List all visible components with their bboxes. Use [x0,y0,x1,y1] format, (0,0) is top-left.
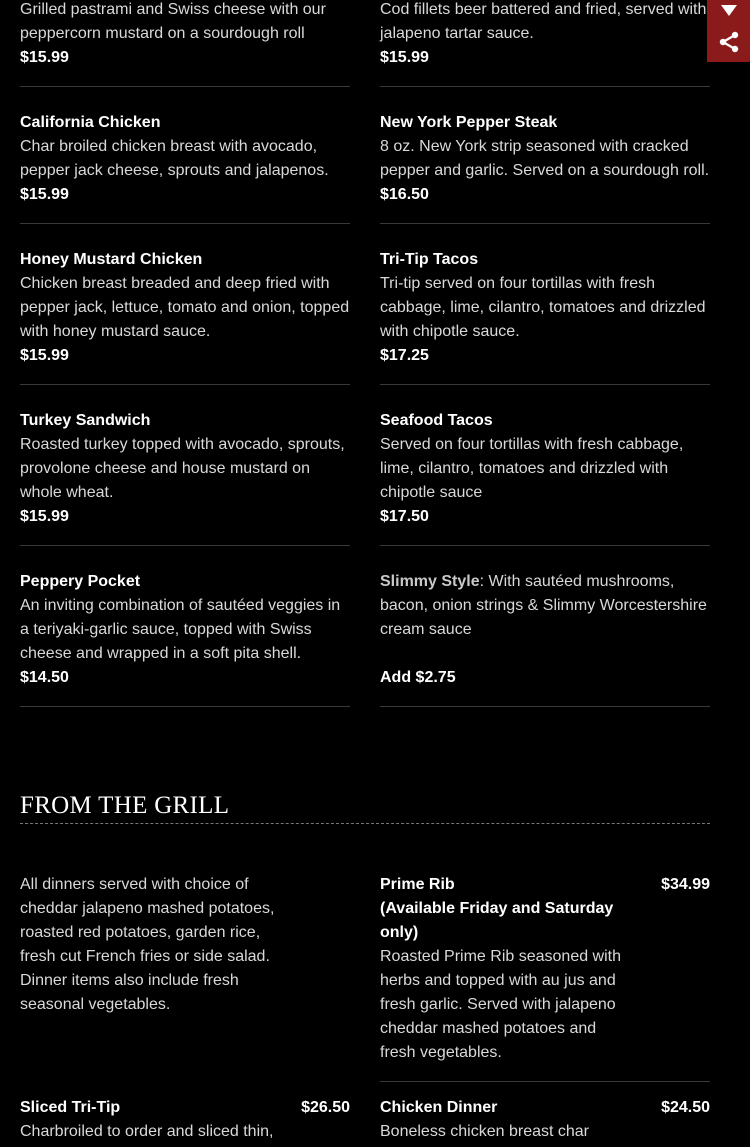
divider [380,706,710,707]
divider [20,545,350,546]
menu-item-turkey-sandwich [20,409,350,529]
item-name: Tri-Tip Tacos [380,251,479,268]
item-name: Prime Rib [380,876,455,893]
menu-item-tri-tip-tacos [380,248,710,368]
divider [20,223,350,224]
item-name: Seafood Tacos [380,412,493,429]
item-description: Roasted Prime Rib seasoned with herbs and topped with au jus and fresh garlic. Served with jalapeno cheddar mashed potatoes and fresh vegetables. [380,948,622,1061]
menu-item-california-chicken [20,111,350,207]
chevron-down-icon [720,5,738,17]
item-price: $17.25 [380,347,429,364]
item-price: $24.50 [661,1099,710,1116]
menu-item-prime-rib [380,873,710,1065]
item-description: Grilled pastrami and Swiss cheese with our peppercorn mustard on a sourdough roll [20,1,326,42]
divider [20,86,350,87]
item-price: Add $2.75 [380,669,456,686]
item-price: $14.50 [20,669,69,686]
menu-item-sliced-tri-tip [20,1096,350,1144]
item-price: $15.99 [20,186,69,203]
menu-item-chicken-dinner [380,1096,710,1144]
item-description: Boneless chicken breast char [380,1123,589,1140]
menu-item-fish [380,0,710,70]
item-name: Honey Mustard Chicken [20,251,203,268]
divider [380,384,710,385]
divider [20,706,350,707]
item-price: $26.50 [301,1099,350,1116]
grill-intro-text: All dinners served with choice of cheddar jalapeno mashed potatoes, roasted red potatoes, garden rice, fresh cut French fries or side salad. Dinner items also include fresh seasonal vegetables. [20,876,275,1013]
item-description: An inviting combination of sautéed veggies in a teriyaki-garlic sauce, topped with Swiss cheese and wrapped in a soft pita shell. [20,597,341,662]
item-description: Chicken breast breaded and deep fried with pepper jack, lettuce, tomato and onion, topped with honey mustard sauce. [20,275,350,340]
item-name: Chicken Dinner [380,1099,498,1116]
item-name: Slimmy Style [380,573,480,590]
item-name: California Chicken [20,114,161,131]
section-divider [20,823,710,824]
section-title-grill: FROM THE GRILL [20,792,230,819]
item-description: Charbroiled to order and sliced thin, [20,1123,274,1140]
grill-intro [20,873,285,1017]
divider [380,223,710,224]
item-name: Peppery Pocket [20,573,141,590]
menu-item-slimmy-style [380,570,710,690]
item-description: Roasted turkey topped with avocado, sprouts, provolone cheese and house mustard on whole wheat. [20,436,345,501]
item-description: 8 oz. New York strip seasoned with cracked pepper and garlic. Served on a sourdough roll. [380,138,710,179]
item-price: $15.99 [20,347,69,364]
divider [380,86,710,87]
item-price: $15.99 [20,508,69,525]
item-price: $16.50 [380,186,429,203]
item-description: Cod fillets beer battered and fried, served with jalapeno tartar sauce. [380,1,707,42]
share-icon [717,30,741,54]
item-name: New York Pepper Steak [380,114,558,131]
item-description: Char broiled chicken breast with avocado, pepper jack cheese, sprouts and jalapenos. [20,138,329,179]
slimmy-description: : With sautéed mushrooms, bacon, onion strings & Slimmy Worcestershire cream sauce [380,573,707,638]
divider [380,545,710,546]
item-price: $15.99 [380,49,429,66]
item-description [380,570,710,642]
menu-item-ny-pepper-steak [380,111,710,207]
item-name: Sliced Tri-Tip [20,1099,121,1116]
item-description: Tri-tip served on four tortillas with fresh cabbage, lime, cilantro, tomatoes and drizzled with chipotle sauce. [380,275,706,340]
share-tab[interactable] [707,22,750,62]
divider [20,384,350,385]
item-description: Served on four tortillas with fresh cabbage, lime, cilantro, tomatoes and drizzled with chipotle sauce [380,436,684,501]
item-availability-note: (Available Friday and Saturday only) [380,900,614,941]
menu-item-peppery-pocket [20,570,350,690]
menu-item-honey-mustard-chicken [20,248,350,368]
divider [380,1081,710,1082]
menu-item-pastrami [20,0,350,70]
item-price: $15.99 [20,49,69,66]
item-price: $34.99 [661,876,710,893]
item-price: $17.50 [380,508,429,525]
scroll-down-tab[interactable] [707,0,750,22]
menu-item-seafood-tacos [380,409,710,529]
item-name: Turkey Sandwich [20,412,151,429]
